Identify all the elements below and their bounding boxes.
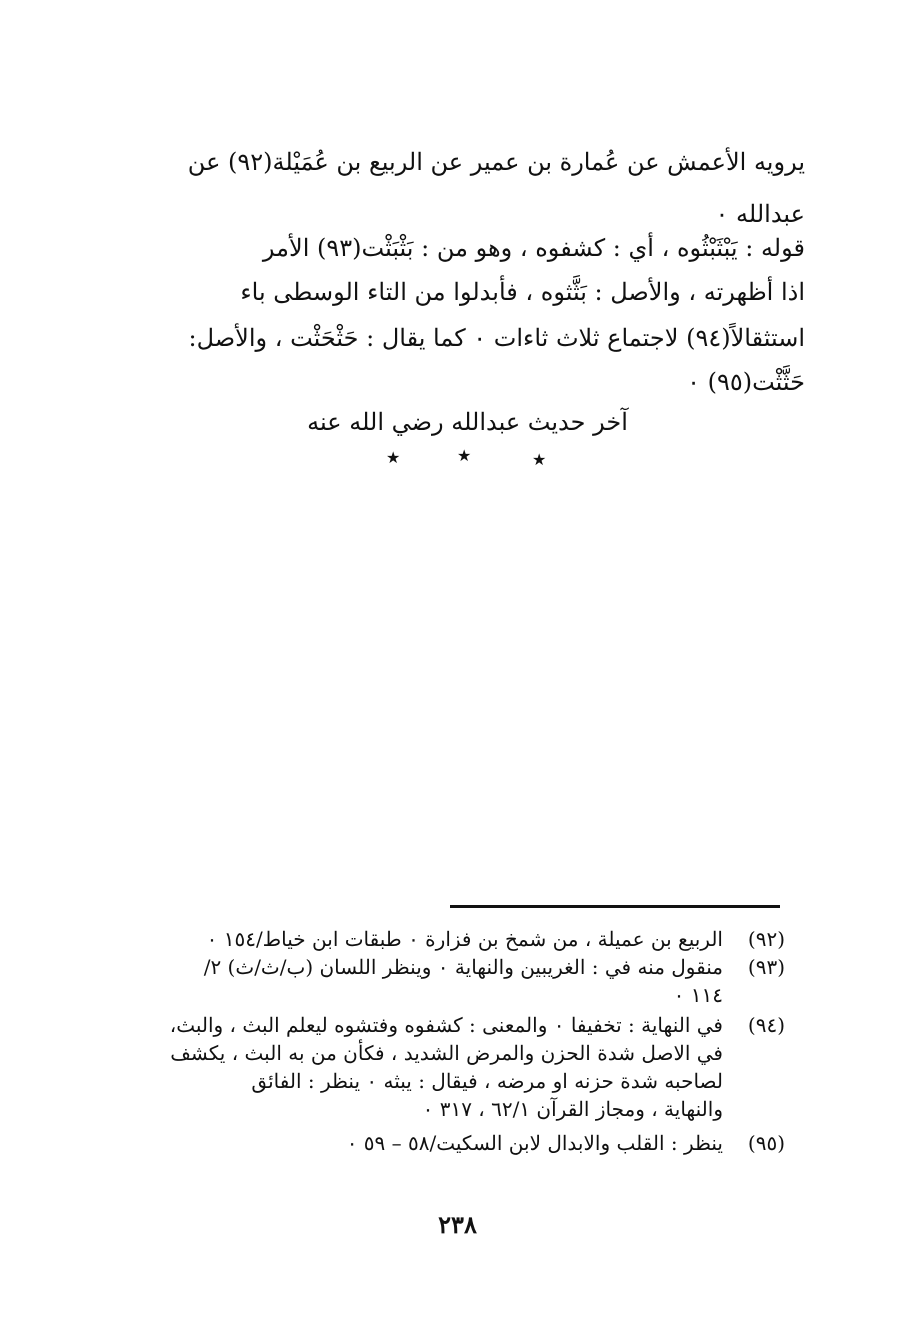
page-number: ٢٣٨ <box>438 1210 477 1239</box>
closing-line: آخر حديث عبدالله رضي الله عنه <box>307 408 628 436</box>
footnote-line: ١١٤ ٠ <box>673 983 723 1007</box>
footnote-line: في النهاية : تخفيفا ٠ والمعنى : كشفوه وفتشوه ليعلم البث ، والبث، <box>169 1013 723 1037</box>
footnote-line: لصاحبه شدة حزنه او مرضه ، فيقال : يبثه ٠ ينظر : الفائق <box>251 1069 723 1093</box>
footnote-text <box>125 1011 723 1123</box>
text-line: قوله : يَبْثَبْثُوه ، أي : كشفوه ، وهو من : بَثْبَثْت(٩٣) الأمر <box>262 234 805 262</box>
footnote-line: والنهاية ، ومجاز القرآن ٦٢/١ ، ٣١٧ ٠ <box>422 1097 723 1121</box>
footnote-text <box>125 1129 723 1157</box>
star-divider <box>380 446 550 469</box>
footnote-line: في الاصل شدة الحزن والمرض الشديد ، فكأن من به البث ، يكشف <box>170 1041 723 1065</box>
text-line: عبدالله ٠ <box>715 200 805 228</box>
text-line: اذا أظهرته ، والأصل : بَثَّثوه ، فأبدلوا من التاء الوسطى باء <box>240 278 805 306</box>
text-line: يرويه الأعمش عن عُمارة بن عمير عن الربيع بن عُمَيْلة(٩٢) عن <box>187 148 805 176</box>
footnote-number: (٩٤) <box>747 1013 785 1037</box>
star-icon: ★ <box>457 446 472 465</box>
text-line: استثقالاً(٩٤) لاجتماع ثلاث ثاءات ٠ كما يقال : حَثْحَثْت ، والأصل: <box>188 324 805 352</box>
footnote-text <box>125 925 723 953</box>
footnote-line: منقول منه في : الغريبين والنهاية ٠ وينظر اللسان (ب/ث/ث) ٢/ <box>203 955 723 979</box>
footnote-number: (٩٥) <box>747 1131 785 1155</box>
text-line: حَثَّثْت(٩٥) ٠ <box>687 368 805 396</box>
footnote-number: (٩٢) <box>747 927 785 951</box>
footnote-separator <box>450 905 780 908</box>
footnote-line: ينظر : القلب والابدال لابن السكيت/٥٨ – ٥٩ ٠ <box>346 1131 723 1155</box>
star-icon: ★ <box>386 448 401 467</box>
footnote-number: (٩٣) <box>747 955 785 979</box>
footnote-line: الربيع بن عميلة ، من شمخ بن فزارة ٠ طبقات ابن خياط/١٥٤ ٠ <box>206 927 723 951</box>
star-icon: ★ <box>532 450 547 469</box>
footnote-text <box>125 953 723 1009</box>
